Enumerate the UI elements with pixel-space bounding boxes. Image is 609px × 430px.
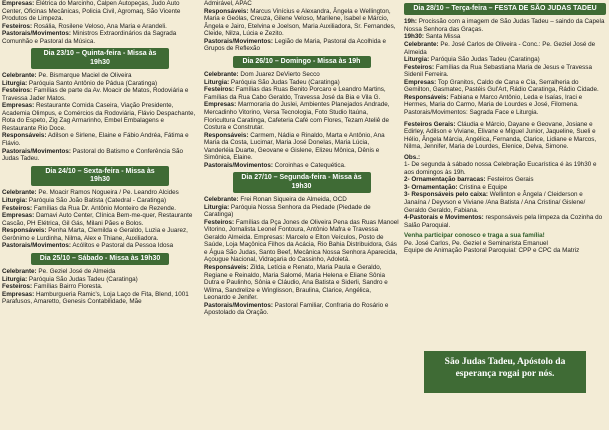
detail-line (2, 205, 198, 213)
field-value: Admirável, APAC (204, 0, 252, 7)
field-value: Paróquia São Judas Tadeu (Caratinga) (27, 275, 138, 283)
detail-line (404, 41, 606, 56)
field-value: Pe. Moacir Ramos Nogueira / Pe. Leandro Alcides (36, 189, 179, 197)
field-label: Festeiros: (2, 283, 33, 291)
field-value: Fabiana e Marco Antônio, Leda e Isaías, Iraci e Hermes, Maria do Carmo, Maria de Lourdes e José, Filomena. Pastorais/Movimentos: Sagrada Face e Liturgia. (404, 93, 583, 116)
field-value: Acólitos e Pastoral da Pessoa Idosa (70, 242, 174, 250)
field-value: Dom Juarez DeVierto Secco (238, 71, 320, 79)
day-section (204, 172, 399, 317)
field-label: 19h30: (404, 33, 424, 41)
field-label: Responsáveis: (204, 131, 249, 139)
field-label: Liturgia: (2, 196, 28, 204)
field-value: Paróquia Nossa Senhora da Piedade (Piedade de Caratinga) (204, 203, 371, 219)
field-label: Responsáveis: (204, 264, 249, 272)
field-value: Rosália, Rosilene Veloso, Ana Maria e Arandeli. (32, 22, 167, 30)
field-value: Paróquia São Judas Tadeu (Caratinga) (429, 56, 540, 64)
detail-line (2, 148, 198, 163)
field-value: Santa Missa (423, 33, 461, 41)
field-value: Famílias da Rua Sebastiana Maria de Jesus e Travessa Sidenil Ferreira. (404, 63, 592, 79)
field-value: Procissão com a imagem de São Judas Tadeu – saindo da Capela Nossa Senhora das Graças. (404, 18, 605, 33)
day-banner: Dia 27/10 – Segunda-feira - Missa às 19h30 (233, 172, 371, 193)
detail-line (2, 102, 198, 132)
day-banner: Dia 24/10 – Sexta-feira - Missa às 19h30 (31, 166, 169, 187)
field-label: Festeiros: (204, 218, 235, 226)
field-label: Responsáveis: (2, 227, 47, 235)
detail-line (2, 212, 198, 227)
quote-line: esperança rogai por nós. (455, 368, 555, 379)
day-banner: Dia 25/10 – Sábado - Missa às 19h30 (31, 253, 169, 265)
field-value: Marmoraria do Juslei, Ambientes Planejados Andrade, Mercadinho Vitorino, Versa Tecnologia, Foto Studio Itaúna, Floricultura Caratinga, Cafeteria Café com Flores, Tezam Ateliê de Costura e Construtar. (204, 101, 390, 132)
field-value: Legião de Maria, Pastoral da Acolhida e Grupos de Reflexão (204, 37, 387, 53)
obs-line (404, 214, 606, 229)
quote-line: São Judas Tadeu, Apóstolo da (444, 357, 566, 367)
day-banner: Dia 26/10 – Domingo - Missa às 19h (233, 56, 371, 68)
festeiros-gerais (404, 121, 606, 151)
field-label: 4-Pastorais e Movimentos: (404, 214, 484, 222)
detail-line (404, 121, 606, 151)
detail-line (404, 33, 606, 41)
detail-line (2, 227, 198, 242)
field-label: Festeiros: (2, 204, 33, 212)
field-value: Cláudia e Márcio, Dayane e Geovane, Josiane e Edirley, Adilson e Viviane, Elivane e Miguel Junior, Jaqueline, Sueli e Hélio, Ângela Márcia, Angélica, Fernanda, Clarice, Lidiane e Marcos, Nilma, Jennifer, Maria de Lourdes, Elenice, Delva, Simone. (404, 120, 597, 151)
obs-title: Obs.: (404, 153, 421, 161)
feast-day-details (404, 18, 606, 116)
field-label: Celebrante: (2, 268, 37, 276)
detail-line (204, 204, 399, 219)
closing-line: Pe. José Carlos, Pe. Geziel e Seminarista Emanuel (404, 239, 548, 247)
obs-line (404, 161, 606, 176)
field-value: Carmem, Nádia e Rinaldo, Marta e Antônio, Ana Maria da Costa, Lucimar, Maria José Donelas, Maria Lúcia, Vanderléia Duarte, Geovane e Gislene, Elizeu Mônica, Dênis e Simônica, Elaine. (204, 131, 385, 162)
field-value: Pe. Bismarque Maciel de Oliveira (36, 72, 132, 80)
field-value: Adilson e Sirlene, Elaine e Fábio Andréa, Fátima e Flávio. (2, 132, 189, 147)
feast-day-banner: Dia 28/10 – Terça-feira – FESTA DE SÃO JUDAS TADEU (404, 3, 606, 15)
field-label: Empresas: (2, 212, 35, 220)
field-label: Empresas: (2, 0, 35, 7)
closing-line: Equipe de Animação Pastoral Paroquial: CPP e CPC da Matriz (404, 247, 580, 255)
field-label: Pastorais/Movimentos: (204, 301, 273, 309)
field-label: Festeiros: (2, 22, 33, 30)
detail-line (204, 302, 399, 317)
field-label: Celebrante: (204, 196, 239, 204)
field-value: Wellinton e Ângela / Cleiderson e Janaína / Deyvson e Viviane /Ana Batista / Ana Cristina/ Gislene/ Geraldo Geraldo, Fabiana. (404, 191, 586, 214)
field-label: Liturgia: (404, 56, 430, 64)
detail-line (204, 86, 399, 101)
field-label: Celebrante: (404, 41, 439, 49)
obs-line (404, 191, 606, 214)
field-label: 19h: (404, 18, 417, 26)
detail-line (204, 101, 399, 131)
detail-line (404, 56, 606, 64)
field-value: Paróquia São João Batista (Catedral - Caratinga) (27, 196, 167, 204)
field-label: Pastorais/Movimentos: (2, 30, 71, 38)
field-label: 3- Responsáveis pelo caixa: (404, 191, 488, 199)
detail-line (2, 276, 198, 284)
detail-line (2, 72, 198, 80)
detail-line (404, 64, 606, 79)
closing-title: Venha participar conosco e traga a sua família! (404, 232, 545, 240)
field-value: Marcus Vinícius e Alexandra, Ângela e Wellington, Maria e Geólas, Creuza, Gilene Veloso, Marilene, Isabel e Márcio, Ângela e Jairo, Etelvina e Joelson, Maria Auxiliadora, Sr. Fernandes, Cleide, Nilza, Lúcia e Zezito. (204, 7, 396, 38)
field-label: Liturgia: (204, 78, 230, 86)
detail-line (204, 79, 399, 87)
field-value: Coroinhas e Catequética. (272, 161, 346, 169)
field-label: Empresas: (204, 101, 237, 109)
column-middle (204, 0, 399, 430)
day-section (2, 166, 198, 250)
field-label: Liturgia: (204, 203, 230, 211)
field-label: Empresas: (2, 290, 35, 298)
field-label: Festeiros: (204, 86, 235, 94)
column-left (2, 0, 198, 430)
field-value: 1- De segunda à sábado nossa Celebração Eucarística é às 19h30 e aos domingos às 19h. (404, 161, 597, 176)
detail-line (2, 80, 198, 88)
field-value: Festeiros Gerais (485, 176, 534, 184)
field-value: Famílias Bairro Floresta. (32, 283, 103, 291)
field-label: Responsáveis: (404, 93, 449, 101)
field-value: Ministros Extraordinários da Sagrada Comunhão e Pastoral da Música. (2, 30, 177, 45)
field-label: Liturgia: (2, 275, 28, 283)
detail-line (404, 18, 606, 33)
detail-line (2, 291, 198, 306)
intro-line (204, 38, 399, 53)
field-value: Hamburgueria Ramic's, Loja Laço de Fita, Blend, 1001 Parafusos, Amaretto, Genesis Contabilidade, Mãe (2, 290, 189, 306)
field-value: Zilda, Letícia e Renato, Maria Paula e Geraldo, Regiane e Reinaldo, Maria Salomé, Maria Helena e Eliane Sônia Dutra e Paulinho, Sônia e Cláudio, Ana Batista e Siderli, Sandro e Wilma, Sandrelize e Winglisson, Braulina, Clarice, Angélica, Leonardo e Jenifer. (204, 264, 388, 302)
field-label: Liturgia: (2, 79, 28, 87)
detail-line (404, 94, 606, 117)
intro-line (2, 30, 198, 45)
obs-line (404, 176, 606, 184)
field-label: Empresas: (2, 102, 35, 110)
sections-left (2, 48, 198, 306)
detail-line (2, 197, 198, 205)
intro-block (2, 0, 198, 45)
day-section (2, 253, 198, 306)
field-value: Famílias da Pça Jones de Oliveira Pena das Ruas Manoel Vitorino, Jornalista Leonel Fontoura, Antônio Mafra e Travessa Geraldo Almeida. Empresas: Marcelo e Elton Veículos, Posto de Saúde, Loja Maçônica Filhos da Acácia, Rio Bahia Distribuidora, Gás e Água São Judas, Santo Beef, Mecânica Nossa Senhora Aparecida, Açougue Nacional, Vidraçaria do Cassinho, Adoletá. (204, 218, 399, 264)
field-label: Pastorais/Movimentos: (204, 37, 273, 45)
detail-line (404, 79, 606, 94)
day-section (204, 56, 399, 170)
intro-line (204, 0, 399, 8)
intro-line (2, 0, 198, 23)
field-value: Damavi Auto Center, Clínica Bem-me-quer, Restaurante Cascão, PH Elétrica, Gil Gás, Milani Pães e Bolos. (2, 212, 193, 227)
detail-line (2, 189, 198, 197)
field-label: Festeiros: (404, 63, 435, 71)
field-label: Pastorais/Movimentos: (2, 147, 71, 155)
field-value: Famílias das Ruas Benito Porcaro e Leandro Martins, Famílias da Rua Cabo Geraldo, Travessa José da Bia e Vila G. (204, 86, 386, 101)
field-label: 3- Ornamentação: (404, 183, 458, 191)
field-value: Elétrica do Marcinho, Calpen Autopeças, Judo Auto Center, Oficinas Mecânicas, Policia Civil, Agromaq, São Vicente Produtos de Limpeza. (2, 0, 181, 23)
field-value: Restaurante Comida Caseira, Viação Presidente, Academia Olimpus, e Comércios da Rodoviária, Flávio Despachante, Rota do Espeto, Zig Zag Armarinho, Embel Embalagens e Restaurante Rio Doce. (2, 102, 196, 132)
intro-line (2, 23, 198, 31)
detail-line (2, 242, 198, 250)
field-label: Festeiros: (2, 87, 33, 95)
closing-lines (404, 240, 606, 255)
field-label: Celebrante: (2, 72, 37, 80)
prayer-quote (424, 351, 586, 393)
field-label: Empresas: (404, 78, 437, 86)
detail-line (204, 196, 399, 204)
field-value: Pe. José Carlos de Oliveira - Conc.: Pe. Geziel José de Almeida (404, 41, 596, 56)
intro-block (204, 0, 399, 53)
day-section (2, 48, 198, 162)
field-label: Celebrante: (2, 189, 37, 197)
field-value: responsáveis pela limpeza da Cozinha do Salão Paroquial. (404, 214, 603, 229)
field-label: Pastorais/Movimentos: (2, 242, 71, 250)
field-value: Paróquia Santo Antônio de Pádua (Caratinga) (27, 79, 158, 87)
detail-line (204, 264, 399, 302)
field-label: Responsáveis: (2, 132, 47, 140)
day-banner: Dia 23/10 – Quinta-feira - Missa às 19h30 (31, 48, 169, 69)
detail-line (2, 87, 198, 102)
detail-line (2, 132, 198, 147)
field-value: Top Granitos, Caldo de Cana e Cia, Serralheria do Gemilton, Gasmatec, Pastéis Gul'Art, Rádio Caratinga, Rádio Cidade. (404, 78, 599, 94)
field-value: Paróquia São Judas Tadeu (Caratinga) (229, 78, 340, 86)
field-value: Penha Marta, Clemilda e Geraldo, Luzia e Juarez, Gerônimo e Lurdinha, Nilma, Alex e Thiane, Auxiliadora. (2, 227, 188, 242)
detail-line (204, 162, 399, 170)
field-value: Pastoral Familiar, Confraria do Rosário e Apostolado da Oração. (204, 301, 389, 317)
detail-line (204, 219, 399, 264)
field-value: Frei Ronan Siqueira de Almeida, OCD (238, 196, 347, 204)
field-value: Famílias de parte da Av. Moacir de Matos, Rodoviária e Travessa Jader Matos. (2, 87, 189, 102)
field-label: Celebrante: (204, 71, 239, 79)
field-label: Responsáveis: (204, 7, 249, 15)
field-label: Festeiros Gerais: (404, 120, 456, 128)
detail-line (204, 132, 399, 162)
obs-list (404, 161, 606, 229)
field-value: Famílias da Rua Dr. Antônio Monteiro de Rezende. (32, 204, 176, 212)
detail-line (2, 283, 198, 291)
field-value: Pe. Geziel José de Almeida (36, 268, 116, 276)
field-label: 2- Ornamentação barracas: (404, 176, 486, 184)
detail-line (2, 268, 198, 276)
field-label: Pastorais/Movimentos: (204, 161, 273, 169)
field-value: Cristina e Equipe (457, 183, 508, 191)
intro-line (204, 8, 399, 38)
detail-line (204, 71, 399, 79)
field-value: Pastoral do Batismo e Conferência São Judas Tadeu. (2, 147, 183, 163)
sections-middle (204, 56, 399, 317)
